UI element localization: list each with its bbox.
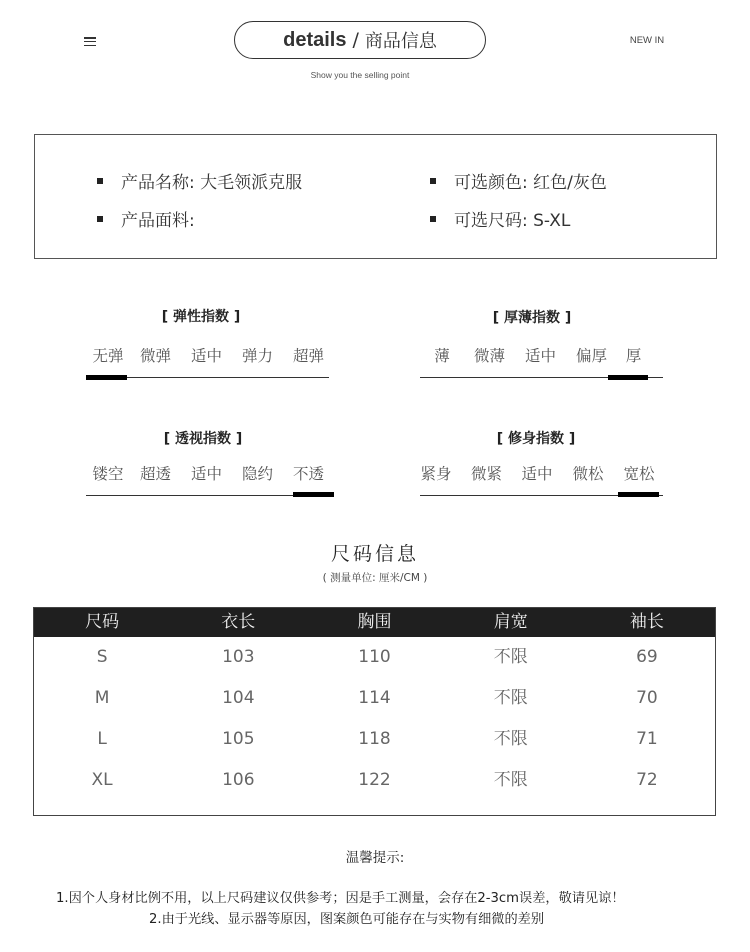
section-subtitle: Show you the selling point (310, 70, 410, 80)
info-fabric-row (97, 206, 195, 231)
header-cell: 袖长 (629, 612, 664, 632)
elasticity-option: 弹力 (241, 347, 273, 365)
header-cell: 尺码 (85, 612, 120, 632)
elasticity-title: [ 弹性指数 ] (161, 309, 241, 325)
bullet-icon (97, 216, 103, 222)
product-name: 产品名称: 大毛领派克服 (121, 173, 303, 193)
table-cell: 不限 (493, 729, 528, 749)
bullet-icon (430, 216, 436, 222)
transparency-option: 适中 (190, 465, 222, 483)
tips-heading: 温馨提示: (345, 850, 405, 866)
elasticity-option: 无弹 (92, 347, 124, 365)
elasticity-marker (86, 375, 127, 380)
thickness-option: 偏厚 (575, 347, 607, 365)
table-cell: 114 (358, 688, 391, 708)
info-colors-row (430, 168, 607, 193)
section-title-en: details (283, 28, 347, 51)
fit-option: 紧身 (420, 465, 452, 483)
fit-title: [ 修身指数 ] (496, 431, 576, 447)
thickness-scale (420, 344, 675, 366)
header-cell: 胸围 (357, 612, 392, 632)
transparency-option: 不透 (292, 465, 324, 483)
fit-marker (618, 492, 659, 497)
table-cell: L (97, 729, 107, 749)
table-cell: 70 (636, 688, 658, 708)
tip-line-2: 2.由于光线、显示器等原因，图案颜色可能存在与实物有细微的差别 (149, 912, 545, 927)
table-row (34, 637, 715, 678)
thickness-title: [ 厚薄指数 ] (492, 310, 572, 326)
table-cell: 110 (358, 647, 391, 667)
fit-option: 适中 (521, 465, 553, 483)
product-colors: 可选颜色: 红色/灰色 (454, 173, 607, 193)
elasticity-scale (86, 344, 341, 366)
table-row (34, 760, 715, 801)
thickness-option: 薄 (434, 347, 450, 365)
table-cell: 不限 (493, 688, 528, 708)
info-name-row (97, 168, 302, 193)
section-title-pill (234, 21, 486, 59)
table-cell: 106 (222, 770, 255, 790)
table-cell: S (96, 647, 108, 667)
transparency-title: [ 透视指数 ] (163, 431, 243, 447)
size-info-unit: ( 测量单位: 厘米/CM ) (322, 572, 428, 584)
table-row (34, 678, 715, 719)
header-cell: 衣长 (221, 612, 256, 632)
table-cell: XL (91, 770, 113, 790)
product-info-box (34, 134, 717, 259)
table-cell: 105 (222, 729, 255, 749)
bullet-icon (430, 178, 436, 184)
thickness-marker (608, 375, 648, 380)
table-cell: 71 (636, 729, 658, 749)
size-table-header (34, 608, 715, 637)
table-cell: 103 (222, 647, 255, 667)
transparency-marker (293, 492, 334, 497)
tip-line-1: 1.因个人身材比例不用，以上尺码建议仅供参考；因是手工测量，会存在2-3cm误差，敬请见谅！ (56, 891, 625, 906)
header-cell: 肩宽 (493, 612, 528, 632)
transparency-option: 超透 (139, 465, 171, 483)
product-fabric: 产品面料: (121, 211, 195, 231)
fit-option: 宽松 (623, 465, 655, 483)
table-cell: 118 (358, 729, 391, 749)
transparency-scale (86, 462, 341, 484)
elasticity-option: 微弹 (139, 347, 171, 365)
new-in-link[interactable]: NEW IN (629, 35, 665, 46)
table-cell: 122 (358, 770, 391, 790)
info-sizes-row (430, 206, 570, 231)
size-info-title: 尺码信息 (330, 543, 419, 565)
section-title-separator: / (352, 29, 359, 51)
thickness-option: 厚 (625, 347, 642, 365)
product-sizes: 可选尺码: S-XL (454, 211, 571, 231)
table-cell: 104 (222, 688, 255, 708)
menu-icon[interactable] (84, 37, 96, 46)
fit-option: 微松 (572, 465, 604, 483)
table-cell: 72 (636, 770, 658, 790)
thickness-option: 适中 (524, 347, 556, 365)
table-cell: 69 (636, 647, 658, 667)
elasticity-option: 适中 (190, 347, 222, 365)
transparency-option: 隐约 (241, 465, 273, 483)
table-cell: M (94, 688, 110, 708)
transparency-option: 镂空 (92, 465, 124, 483)
bullet-icon (97, 178, 103, 184)
fit-option: 微紧 (470, 465, 502, 483)
elasticity-option: 超弹 (292, 347, 324, 365)
table-row (34, 719, 715, 760)
size-table (33, 607, 716, 816)
section-title-cn: 商品信息 (364, 31, 437, 52)
table-cell: 不限 (493, 647, 528, 667)
thickness-option: 微薄 (473, 347, 505, 365)
fit-scale (418, 462, 673, 484)
table-cell: 不限 (493, 770, 528, 790)
